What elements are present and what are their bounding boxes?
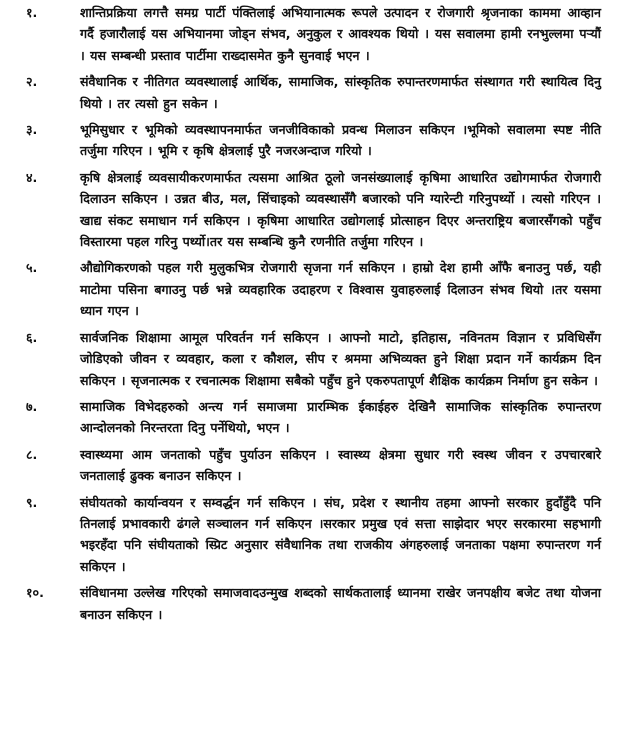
item-number: ९. [26, 494, 38, 510]
item-text: भूमिसुधार र भूमिको व्यवस्थापनमार्फत जनजीविकाको प्रवन्ध मिलाउन सकिएन ।भूमिको सवालमा स्पष्ट नीति तर्जुमा गरिएन । भूमि र कृषि क्षेत्रलाई पुरै नजरअन्दाज गरियो । [80, 122, 601, 159]
item-text: संविधानमा उल्लेख गरिएको समाजवादउन्मुख शब्दको सार्थकतालाई ध्यानमा राखेर जनपक्षीय बजेट तथा योजना बनाउन सकिएन । [80, 585, 601, 622]
item-text: सामाजिक विभेदहरुको अन्त्य गर्न समाजमा प्रारम्भिक ईकाईहरु देखिनै सामाजिक सांस्कृतिक रुपान्तरण आन्दोलनको निरन्तरता दिनु पर्नेथियो, भएन । [80, 398, 601, 436]
item-text: कृषि क्षेत्रलाई व्यवसायीकरणमार्फत त्यसमा आश्रित ठूलो जनसंख्यालाई कृषिमा आधारित उद्योगमार्फत रोजगारी दिलाउन सकिएन । उन्नत बीउ, मल, सिंचाइको व्यवस्थासँगै बजारको पनि ग्यारेन्टी गरिनुपर्थ्यो । त्यसो गरिएन । खाद्य संकट समाधान गर्न सकिएन । कृषिमा आधारित उद्योगलाई प्रोत्साहन दिएर अन्तराष्ट्रिय बजारसँगको पहुँच विस्तारमा पहल गरिनु पर्थ्यो।तर यस सम्बन्धि कुनै रणनीति तर्जुमा गरिएन । [80, 169, 601, 250]
item-text: स्वास्थ्यमा आम जनताको पहुँच पुर्याउन सकिएन । स्वास्थ्य क्षेत्रमा सुधार गरी स्वस्थ जीवन र उपचारबारे जनतालाई ढुक्क बनाउन सकिएन । [80, 446, 601, 484]
item-text: संघीयतको कार्यान्वयन र सम्वर्द्धन गर्न सकिएन । संघ, प्रदेश र स्थानीय तहमा आफ्नो सरकार हुदाँहुँदै पनि तिनलाई प्रभावकारी ढंगले सञ्चालन गर्न सकिएन ।सरकार प्रमुख एवं सत्ता साझेदार भएर सरकारमा सहभागी भइरहँदा पनि संघीयताको स्प्रिट अनुसार संवैधानिक तथा राजकीय अंगहरुलाई जनताका पक्षमा रुपान्तरण गर्न सकिएन । [80, 494, 601, 574]
list-item [26, 327, 601, 391]
list-item [26, 167, 601, 253]
item-number: ८. [26, 446, 38, 462]
list-item [26, 492, 601, 578]
item-text: शान्तिप्रक्रिया लगत्तै समग्र पार्टी पंक्तिलाई अभियानात्मक रूपले उत्पादन र रोजगारी श्रृजनाका काममा आव्हान गर्दै हजारौलाई यस अभियानमा जोड्न संभव, अनुकुल र आवश्यक थियो । यस सवालमा हामी रनभुल्लमा पर्‍यौं । यस सम्बन्धी प्रस्ताव पार्टीमा राख्दासमेत कुनै सुनवाई भएन । [80, 5, 601, 63]
item-text: सार्वजनिक शिक्षामा आमूल परिवर्तन गर्न सकिएन । आफ्नो माटो, इतिहास, नविनतम विज्ञान र प्रविधिसँग जोडिएको जीवन र व्यवहार, कला र कौशल, सीप र श्रममा अभिव्यक्त हुने शिक्षा प्रदान गर्ने कार्यक्रम दिन सकिएन । सृजनात्मक र रचनात्मक शिक्षामा सबैको पहुँच हुने एकरुपतापूर्ण शैक्षिक कार्यक्रम निर्माण हुन सकेन । [80, 329, 601, 388]
item-number: २. [26, 74, 38, 90]
list-item [26, 582, 601, 625]
list-item [26, 71, 601, 114]
list-item [26, 396, 601, 439]
item-number: ५. [26, 260, 38, 276]
item-number: १०. [26, 585, 44, 601]
item-number: ४. [26, 169, 38, 185]
item-number: ६. [26, 329, 38, 345]
item-number: १. [26, 5, 38, 20]
item-text: औद्योगिकरणको पहल गरी मुलुकभित्र रोजगारी सृजना गर्न सकिएन । हाम्रो देश हामी आँफै बनाउनु पर्छ, यही माटोमा पसिना बगाउनु पर्छ भन्ने व्यवहारिक उदाहरण र विश्वास युवाहरुलाई दिलाउन संभव थियो ।तर यसमा ध्यान गएन । [80, 260, 601, 319]
item-text: संवैधानिक र नीतिगत व्यवस्थालाई आर्थिक, सामाजिक, सांस्कृतिक रुपान्तरणमार्फत संस्थागत गरी स्थायित्व दिनु थियो । तर त्यसो हुन सकेन । [80, 74, 601, 111]
item-number: ३. [26, 122, 38, 138]
list-item [26, 444, 601, 487]
list-item [26, 2, 601, 66]
item-number: ७. [26, 398, 38, 414]
list-item [26, 257, 601, 321]
list-item [26, 119, 601, 162]
